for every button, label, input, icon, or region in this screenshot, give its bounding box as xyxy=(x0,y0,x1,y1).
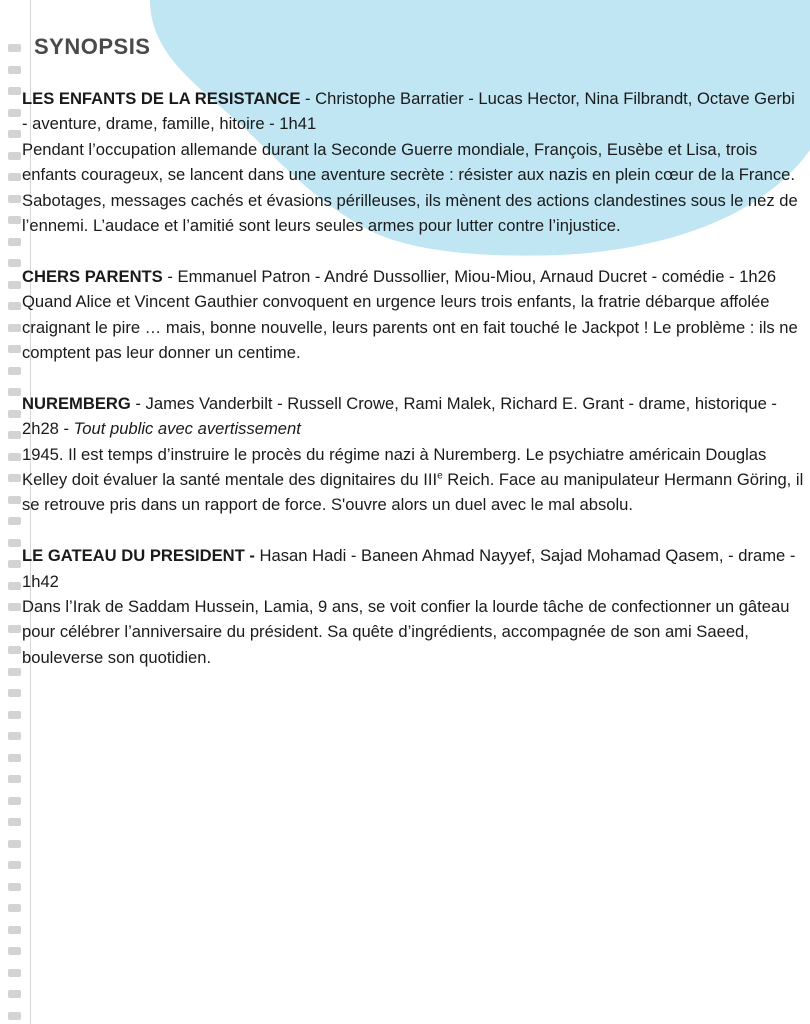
film-strip-hole xyxy=(8,44,21,52)
film-strip-hole xyxy=(8,969,21,977)
film-meta: Hasan Hadi - Baneen Ahmad Nayyef, Sajad Mohamad Qasem, - drame - 1h42 xyxy=(22,546,796,591)
film-strip-hole xyxy=(8,646,21,654)
film-entry xyxy=(22,264,804,366)
film-entry xyxy=(22,543,804,670)
film-strip-hole xyxy=(8,496,21,504)
film-entry xyxy=(22,391,804,518)
film-strip-hole xyxy=(8,453,21,461)
film-strip-hole xyxy=(8,539,21,547)
film-strip-hole xyxy=(8,625,21,633)
film-strip-hole xyxy=(8,603,21,611)
film-strip-hole xyxy=(8,754,21,762)
film-strip-hole xyxy=(8,775,21,783)
film-strip-hole xyxy=(8,840,21,848)
film-strip-hole xyxy=(8,195,21,203)
film-title: LES ENFANTS DE LA RESISTANCE xyxy=(22,89,301,108)
film-synopsis: Dans l’Irak de Saddam Hussein, Lamia, 9 ans, se voit confier la lourde tâche de confectionner un gâteau pour célébrer l’anniversaire du président. Sa quête d’ingrédients, accompagnée de son ami Saeed, bouleverse son quotidien. xyxy=(22,597,790,667)
film-strip-hole xyxy=(8,109,21,117)
film-strip-hole xyxy=(8,388,21,396)
film-strip-hole xyxy=(8,861,21,869)
film-strip-hole xyxy=(8,324,21,332)
film-strip-hole xyxy=(8,883,21,891)
film-strip-hole xyxy=(8,152,21,160)
film-synopsis: Quand Alice et Vincent Gauthier convoquent en urgence leurs trois enfants, la fratrie débarque affolée craignant le pire … mais, bonne nouvelle, leurs parents ont en fait touché le Jackpot ! Le problème : ils ne comptent pas leur donner un centime. xyxy=(22,292,798,363)
film-strip-hole xyxy=(8,689,21,697)
film-strip-hole xyxy=(8,173,21,181)
film-strip-hole xyxy=(8,560,21,568)
film-strip-hole xyxy=(8,732,21,740)
film-strip-hole xyxy=(8,711,21,719)
film-meta: - James Vanderbilt - Russell Crowe, Rami Malek, Richard E. Grant - drame, historique - 2h28 - xyxy=(22,393,777,439)
film-strip-hole xyxy=(8,216,21,224)
film-strip-hole xyxy=(8,582,21,590)
film-rating: Tout public avec avertissement xyxy=(73,419,301,439)
film-strip-hole xyxy=(8,410,21,418)
film-strip-hole xyxy=(8,517,21,525)
film-heading xyxy=(22,543,804,594)
film-strip-hole xyxy=(8,818,21,826)
film-title: LE GATEAU DU PRESIDENT - xyxy=(22,546,255,566)
film-strip-hole xyxy=(8,66,21,74)
synopsis-text: Reich. Face au manipulateur Hermann Göring, il se retrouve pris dans un rapport de force. S'ouvre alors un duel avec le mal absolu. xyxy=(22,470,804,515)
film-title: CHERS PARENTS xyxy=(22,266,163,286)
film-heading xyxy=(22,86,804,137)
film-strip-hole xyxy=(8,990,21,998)
film-strip-hole xyxy=(8,668,21,676)
page-title: SYNOPSIS xyxy=(34,34,151,59)
film-title: NUREMBERG xyxy=(22,393,131,413)
film-meta: - Christophe Barratier - Lucas Hector, Nina Filbrandt, Octave Gerbi - aventure, drame, famille, hitoire - 1h41 xyxy=(22,89,795,134)
film-meta: - Emmanuel Patron - André Dussollier, Miou-Miou, Arnaud Ducret - comédie - 1h26 xyxy=(162,266,777,286)
film-strip-hole xyxy=(8,302,21,310)
film-strip-hole xyxy=(8,431,21,439)
synopsis-list xyxy=(22,86,804,696)
film-strip-hole xyxy=(8,926,21,934)
film-strip-hole xyxy=(8,904,21,912)
film-strip-hole xyxy=(8,345,21,353)
superscript: e xyxy=(437,470,443,482)
film-strip-hole xyxy=(8,130,21,138)
film-heading xyxy=(22,391,804,442)
film-strip-hole xyxy=(8,947,21,955)
film-strip-hole xyxy=(8,474,21,482)
synopsis-text: 1945. Il est temps d’instruire le procès du régime nazi à Nuremberg. Le psychiatre américain Douglas Kelley doit évaluer la santé mentale des dignitaires du III xyxy=(22,444,767,490)
film-strip-hole xyxy=(8,238,21,246)
film-synopsis xyxy=(22,442,804,518)
film-entry xyxy=(22,86,804,238)
film-heading xyxy=(22,264,804,289)
film-strip-hole xyxy=(8,281,21,289)
film-strip-hole xyxy=(8,797,21,805)
film-strip-hole xyxy=(8,87,21,95)
film-strip-hole xyxy=(8,1012,21,1020)
film-synopsis: Pendant l’occupation allemande durant la Seconde Guerre mondiale, François, Eusèbe et Lisa, trois enfants courageux, se lancent dans une aventure secrète : résister aux nazis en plein cœur de la France. Sabotages, messages cachés et évasions périlleuses, ils mènent des actions clandestines sous le nez de l’ennemi. L’audace et l’amitié sont leurs seules armes pour lutter contre l’injustice. xyxy=(22,139,798,236)
film-strip-hole xyxy=(8,367,21,375)
film-strip-hole xyxy=(8,259,21,267)
